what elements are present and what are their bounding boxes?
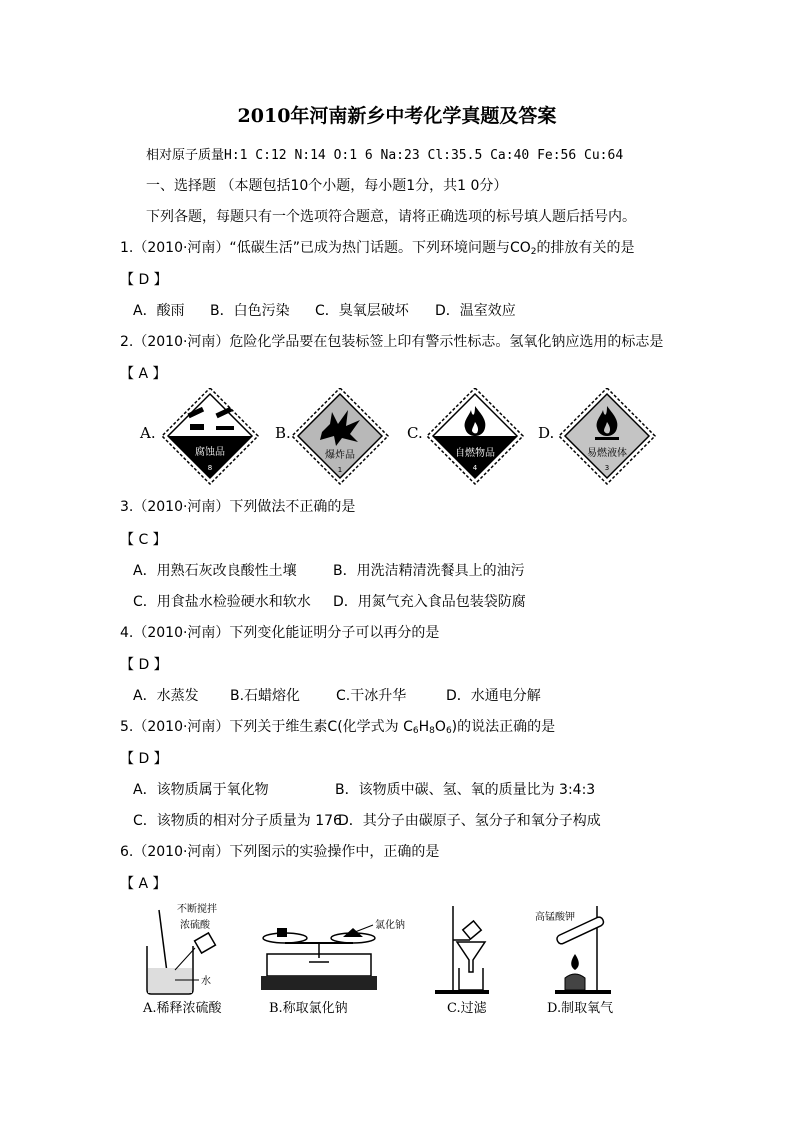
sign-b-label: 爆炸品 [325, 450, 355, 461]
funnel-icon [457, 942, 485, 972]
fig-c-filter [435, 906, 489, 1016]
fig-d-caption: D.制取氧气 [547, 1001, 614, 1016]
corrosive-hand-icon [190, 424, 204, 430]
pour-stream [175, 948, 195, 970]
flame-base-icon-d [595, 437, 619, 440]
question-2-answer: 【 A 】 [120, 366, 167, 382]
q1-subscript: 2 [530, 247, 537, 257]
alcohol-lamp-icon [565, 974, 585, 990]
fig-b-caption: B.称取氯化钠 [269, 1001, 348, 1016]
instructions: 下列各题，每题只有一个选项符合题意，请将正确选项的标号填人题后括号内。 [146, 209, 636, 225]
fig-b-nacl-label: 氯化钠 [375, 920, 405, 931]
lab-operations-figure [135, 898, 635, 1020]
q5-sub-h: 8 [429, 726, 435, 736]
q5-h: H [418, 719, 430, 735]
q1-option-d: D．温室效应 [435, 303, 516, 319]
sign-c-label: 自燃物品 [455, 448, 495, 459]
page-title: 2010年河南新乡中考化学真题及答案 [237, 105, 557, 127]
q1-option-b: B．白色污染 [210, 303, 290, 319]
question-1-stem [120, 239, 634, 261]
fig-a-stir-label: 不断搅拌 [177, 904, 217, 915]
question-2-stem: 2.（2010·河南）危险化学品要在包装标签上印有警示性标志。氢氧化钠应选用的标志是 [120, 334, 664, 350]
q3-option-c: C．用食盐水检验硬水和软水 [133, 594, 311, 610]
fig-a-dilution [142, 902, 223, 1016]
q5-o: O [434, 719, 446, 735]
q4-option-b: B.石蜡熔化 [230, 688, 301, 704]
q3-option-d: D．用氮气充入食品包装袋防腐 [333, 594, 526, 610]
q1-option-a: A．酸雨 [133, 303, 185, 319]
fig-c-caption: C.过滤 [447, 1001, 487, 1016]
q5-sub-c: 6 [412, 726, 419, 736]
sign-c-letter: C. [407, 424, 423, 442]
weight-icon [277, 928, 287, 937]
question-3-answer: 【 C 】 [120, 532, 167, 548]
sign-d-number: 3 [604, 464, 610, 472]
sign-a-letter: A. [140, 424, 156, 442]
sign-d-label: 易燃液体 [587, 448, 627, 459]
atomic-mass-line: 相对原子质量H:1 C:12 N:14 O:1 6 Na:23 Cl:35.5 Ca:40 Fe:56 Cu:64 [146, 148, 624, 163]
pour-beaker-icon [463, 921, 481, 939]
q5-option-c: C．该物质的相对分子质量为 176 [133, 813, 342, 829]
hazard-signs-figure [135, 388, 675, 488]
sign-a-number: 8 [207, 464, 213, 472]
lamp-flame-icon [571, 954, 579, 970]
q3-option-b: B．用洗洁精清洗餐具上的油污 [333, 563, 525, 579]
fig-d-oxygen [535, 906, 613, 1016]
sign-b-letter: B. [275, 424, 291, 442]
q5-option-a: A．该物质属于氧化物 [133, 782, 269, 798]
fig-b-balance [261, 918, 405, 1016]
nacl-leader-line [355, 925, 373, 932]
q4-option-c: C.干冰升华 [336, 688, 407, 704]
section-heading: 一、选择题 （本题包括10个小题，每小题1分，共1 0分） [146, 178, 508, 194]
q1-option-c: C．臭氧层破坏 [315, 303, 409, 319]
q5-sub-o: 6 [445, 726, 452, 736]
q5-option-b: B．该物质中碳、氢、氧的质量比为 3:4:3 [335, 782, 596, 798]
fig-d-kmno4-label: 高锰酸钾 [535, 912, 575, 923]
corrosive-plate-icon [216, 426, 234, 430]
stand-base-d-icon [555, 990, 611, 994]
question-6-answer: 【 A 】 [120, 876, 167, 892]
question-3-stem: 3.（2010·河南）下列做法不正确的是 [120, 499, 356, 515]
q5-option-d: D．其分子由碳原子、氢分子和氧分子构成 [338, 813, 601, 829]
acid-bottle-icon [195, 933, 216, 953]
q1-stem-text-end: 的排放有关的是 [536, 240, 635, 256]
q3-option-a: A．用熟石灰改良酸性土壤 [133, 563, 297, 579]
q4-option-a: A．水蒸发 [133, 688, 199, 704]
q4-option-d: D．水通电分解 [446, 688, 541, 704]
question-1-answer: 【 D 】 [120, 272, 168, 288]
q5-stem-text-end: )的说法正确的是 [451, 719, 556, 735]
fig-a-caption: A.稀释浓硫酸 [143, 1001, 222, 1016]
balance-base-icon [261, 976, 377, 990]
question-5-answer: 【 D 】 [120, 751, 168, 767]
sign-b-number: 1 [337, 466, 343, 474]
question-5-stem [120, 718, 555, 740]
q5-stem-text: 5.（2010·河南）下列关于维生素C(化学式为 C [120, 719, 413, 735]
q1-stem-text: 1.（2010·河南）“低碳生活”已成为热门话题。下列环境问题与CO [120, 240, 531, 256]
sign-c-number: 4 [472, 464, 478, 472]
flame-base-icon [463, 437, 487, 440]
fig-a-water-label: 水 [201, 976, 211, 987]
question-4-stem: 4.（2010·河南）下列变化能证明分子可以再分的是 [120, 625, 440, 641]
sign-d-letter: D. [538, 424, 555, 442]
fig-a-acid-label: 浓硫酸 [180, 920, 210, 931]
question-4-answer: 【 D 】 [120, 657, 168, 673]
question-6-stem: 6.（2010·河南）下列图示的实验操作中，正确的是 [120, 844, 440, 860]
sign-a-label: 腐蚀品 [195, 447, 225, 458]
